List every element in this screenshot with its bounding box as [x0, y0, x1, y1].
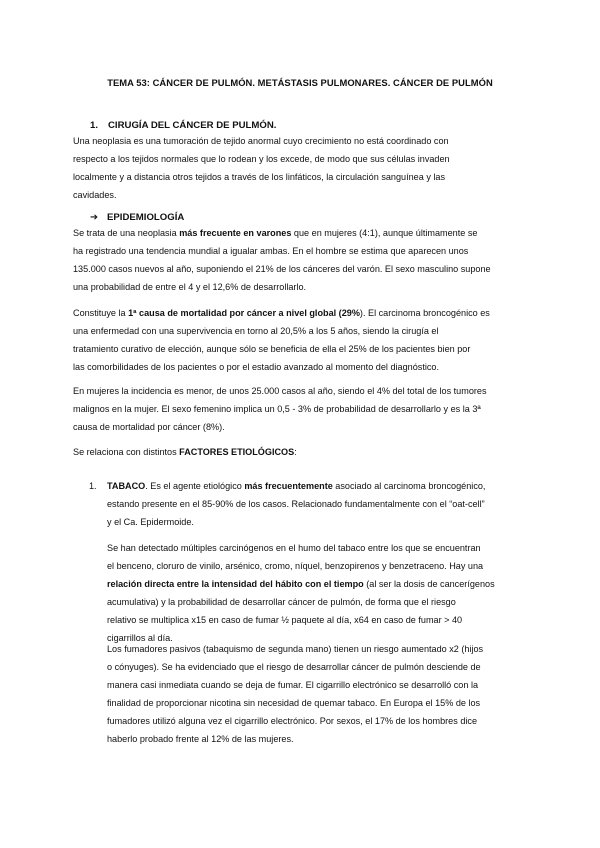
list-item-tabaco — [107, 477, 545, 531]
text-line: ha registrado una tendencia mundial a igualar ambas. En el hombre se estima que aparecen unos — [73, 246, 469, 256]
text-line: haberlo probado frente al 12% de las mujeres. — [107, 734, 294, 744]
bold-text: TABACO — [107, 481, 146, 491]
text-line: : — [294, 447, 297, 457]
text-line: Se han detectado múltiples carcinógenos en el humo del tabaco entre los que se encuentran — [107, 543, 481, 553]
text-line: respecto a los tejidos normales que lo rodean y los excede, de modo que sus células invaden — [73, 154, 450, 164]
text-line: estando presente en el 85-90% de los casos. Relacionado fundamentalmente con el “oat-cell” — [107, 499, 485, 509]
intro-paragraph — [73, 132, 543, 204]
text-line: Se trata de una neoplasia — [73, 228, 180, 238]
tobacco-paragraph-2 — [107, 640, 543, 748]
bold-text: más frecuentemente — [244, 481, 333, 491]
text-line: manera casi inmediata cuando se deja de fumar. El cigarrillo electrónico se desarrolló con la — [107, 680, 479, 690]
text-line: ). El carcinoma broncogénico es — [359, 308, 490, 318]
text-line: Constituye la — [73, 308, 129, 318]
text-line: causa de mortalidad por cáncer (8%). — [73, 422, 225, 432]
text-line: Una neoplasia es una tumoración de tejido anormal cuyo crecimiento no está coordinado con — [73, 136, 449, 146]
list-number: 1. — [89, 481, 97, 491]
bold-text: FACTORES ETIOLÓGICOS — [179, 447, 295, 457]
text-line: fumadores utilizó alguna vez el cigarrillo electrónico. Por sexos, el 17% de los hombres dice — [107, 716, 477, 726]
text-line: relativo se multiplica x15 en caso de fumar ½ paquete al día, x64 en caso de fumar > 40 — [107, 615, 463, 625]
epidemiology-paragraph-3 — [73, 382, 543, 436]
bold-text: más frecuente en varones — [179, 228, 292, 238]
text-line: (al ser la dosis de cancerígenos — [363, 579, 495, 589]
section-title: CIRUGÍA DEL CÁNCER DE PULMÓN. — [108, 120, 277, 131]
text-line: . Es el agente etiológico — [145, 481, 245, 491]
text-line: localmente y a distancia otros tejidos a través de los linfáticos, la circulación sanguínea y las — [73, 172, 446, 182]
text-line: que en mujeres (4:1), aunque últimamente se — [291, 228, 478, 238]
document-title: TEMA 53: CÁNCER DE PULMÓN. METÁSTASIS PULMONARES. CÁNCER DE PULMÓN — [107, 77, 493, 88]
text-line: finalidad de proporcionar nicotina sin necesidad de quemar tabaco. En Europa el 15% de los — [107, 698, 481, 708]
arrow-icon: ➔ — [90, 212, 99, 223]
text-line: Se relaciona con distintos — [73, 447, 180, 457]
text-line: malignos en la mujer. El sexo femenino implica un 0,5 - 3% de probabilidad de desarrollarlo y es la 3ª — [73, 404, 481, 414]
text-line: asociado al carcinoma broncogénico, — [332, 481, 486, 491]
text-line: En mujeres la incidencia es menor, de unos 25.000 casos al año, siendo el 4% del total de los tumores — [73, 386, 487, 396]
text-line: cigarrillos al día. — [107, 633, 173, 643]
text-line: o cónyuges). Se ha evidenciado que el riesgo de desarrollar cáncer de pulmón desciende de — [107, 662, 481, 672]
factors-intro — [73, 443, 543, 461]
text-line: una enfermedad con una supervivencia en torno al 20,5% a los 5 años, siendo la cirugía el — [73, 326, 439, 336]
text-line: cavidades. — [73, 190, 117, 200]
text-line: y el Ca. Epidermoide. — [107, 517, 194, 527]
text-line: el benceno, cloruro de vinilo, arsénico, cromo, níquel, benzopirenos y benzetraceno. Hay una — [107, 561, 484, 571]
subsection-title: EPIDEMIOLOGÍA — [107, 212, 185, 223]
epidemiology-paragraph-2 — [73, 304, 543, 376]
epidemiology-paragraph-1 — [73, 224, 543, 296]
subsection-heading — [90, 212, 184, 223]
text-line: una probabilidad de entre el 4 y el 12,6% de desarrollarlo. — [73, 282, 307, 292]
section-heading — [90, 120, 276, 131]
bold-text: relación directa entre la intensidad del hábito con el tiempo — [107, 579, 364, 589]
section-number: 1. — [90, 120, 99, 131]
text-line: tratamiento curativo de elección, aunque sólo se beneficia de ella el 25% de los pacientes bien por — [73, 344, 471, 354]
text-line: acumulativa) y la probabilidad de desarrollar cáncer de pulmón, de forma que el riesgo — [107, 597, 456, 607]
text-line: Los fumadores pasivos (tabaquismo de segunda mano) tienen un riesgo aumentado x2 (hijos — [107, 644, 484, 654]
text-line: las comorbilidades de los pacientes o por el estadio avanzado al momento del diagnóstico. — [73, 362, 439, 372]
text-line: 135.000 casos nuevos al año, suponiendo el 21% de los cánceres del varón. El sexo masculino supone — [73, 264, 491, 274]
bold-text: 1ª causa de mortalidad por cáncer a nivel global (29% — [128, 308, 360, 318]
tobacco-paragraph-1 — [107, 539, 543, 647]
